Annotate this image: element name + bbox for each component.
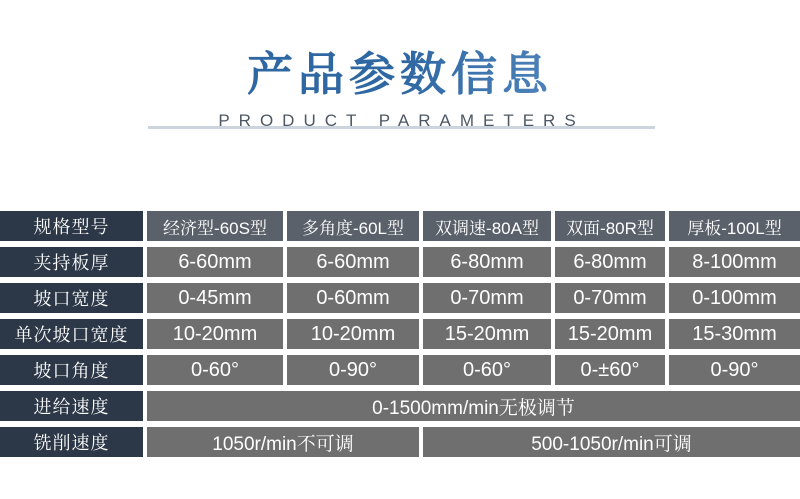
model-header-cell: 厚板-100L型 — [669, 211, 800, 241]
row-label: 夹持板厚 — [0, 247, 143, 277]
table-cell: 15-20mm — [555, 319, 665, 349]
table-cell: 0-90° — [669, 355, 800, 385]
table-cell: 15-20mm — [423, 319, 551, 349]
table-cell: 10-20mm — [287, 319, 419, 349]
table-cell: 8-100mm — [669, 247, 800, 277]
table-cell: 6-60mm — [287, 247, 419, 277]
table-cell-merged: 1050r/min不可调 — [147, 427, 419, 457]
table-cell: 6-80mm — [555, 247, 665, 277]
row-label: 铣削速度 — [0, 427, 143, 457]
table-cell: 0-70mm — [423, 283, 551, 313]
model-header-cell: 双调速-80A型 — [423, 211, 551, 241]
table-cell: 15-30mm — [669, 319, 800, 349]
row-label: 进给速度 — [0, 391, 143, 421]
table-cell: 0-60° — [147, 355, 283, 385]
model-header-cell: 经济型-60S型 — [147, 211, 283, 241]
row-label: 单次坡口宽度 — [0, 319, 143, 349]
table-cell: 0-±60° — [555, 355, 665, 385]
page-subtitle: PRODUCT PARAMETERS — [218, 111, 585, 130]
table-cell: 0-45mm — [147, 283, 283, 313]
table-cell: 0-60° — [423, 355, 551, 385]
table-cell: 0-90° — [287, 355, 419, 385]
table-cell: 0-60mm — [287, 283, 419, 313]
row-label: 坡口角度 — [0, 355, 143, 385]
page-title: 产品参数信息 — [0, 48, 800, 101]
spec-table — [0, 211, 800, 457]
model-header-cell: 双面-80R型 — [555, 211, 665, 241]
corner-header-cell: 规格型号 — [0, 211, 143, 241]
table-cell-merged: 500-1050r/min可调 — [423, 427, 800, 457]
table-cell: 0-70mm — [555, 283, 665, 313]
table-cell-merged: 0-1500mm/min无极调节 — [147, 391, 800, 421]
subtitle-block — [148, 108, 655, 134]
table-cell: 10-20mm — [147, 319, 283, 349]
table-cell: 6-80mm — [423, 247, 551, 277]
row-label: 坡口宽度 — [0, 283, 143, 313]
table-cell: 0-100mm — [669, 283, 800, 313]
table-cell: 6-60mm — [147, 247, 283, 277]
model-header-cell: 多角度-60L型 — [287, 211, 419, 241]
